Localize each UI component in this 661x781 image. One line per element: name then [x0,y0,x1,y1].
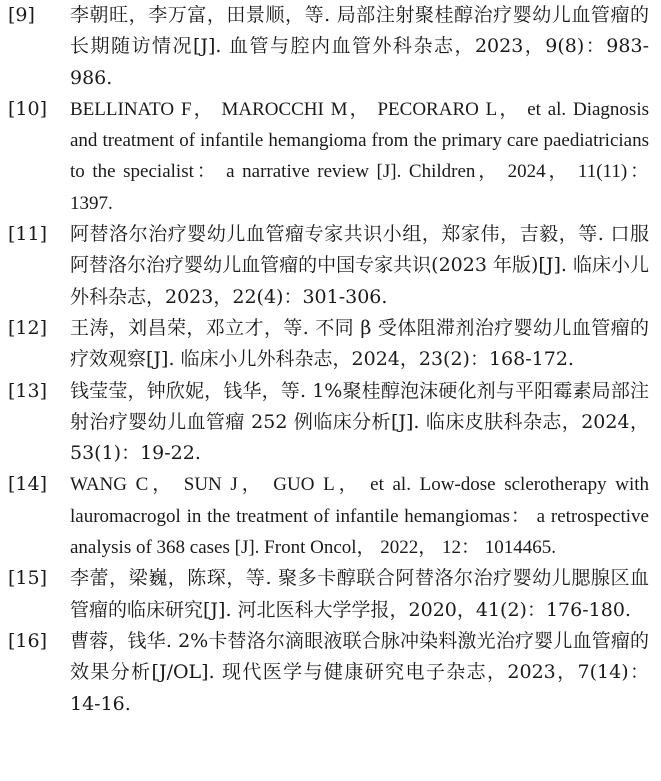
reference-item-13 [0,376,661,470]
reference-number: [15] [8,567,48,590]
reference-item-14 [0,469,661,563]
reference-text: BELLINATO F， MAROCCHI M， PECORARO L， et al. Diagnosis and treatment of infantile hemangioma from the primary care paediatricians to the specialist： a narrative review [J]. Children， 2024， 11(11)： 1397. [70,98,649,214]
reference-item-10 [0,94,661,219]
reference-number: [13] [8,379,48,402]
reference-number: [11] [8,223,48,246]
reference-number: [10] [8,97,48,120]
reference-text: 李蕾，梁巍，陈琛，等. 聚多卡醇联合阿替洛尔治疗婴幼儿腮腺区血管瘤的临床研究[J]. 河北医科大学学报，2020，41(2)：176-180. [70,567,649,621]
reference-text: 曹蓉，钱华. 2%卡替洛尔滴眼液联合脉冲染料激光治疗婴儿血管瘤的效果分析[J/OL]. 现代医学与健康研究电子杂志，2023，7(14)：14-16. [70,629,649,715]
reference-text: WANG C， SUN J， GUO L， et al. Low-dose sclerotherapy with lauromacrogol in the treatment of infantile hemangiomas： a retrospective analysis of 368 cases [J]. Front Oncol， 2022， 12： 1014465. [70,474,649,559]
reference-text: 钱莹莹，钟欣妮，钱华，等. 1%聚桂醇泡沫硬化剂与平阳霉素局部注射治疗婴幼儿血管瘤 252 例临床分析[J]. 临床皮肤科杂志，2024，53(1)：19-22. [70,379,649,465]
reference-number: [16] [8,629,48,652]
reference-number: [14] [8,473,48,496]
reference-number: [9] [8,4,35,26]
reference-item-15 [0,563,661,626]
reference-item-9 [0,0,661,94]
reference-number: [12] [8,316,48,339]
reference-text: 阿替洛尔治疗婴幼儿血管瘤专家共识小组，郑家伟，吉毅，等. 口服阿替洛尔治疗婴幼儿血管瘤的中国专家共识(2023 年版)[J]. 临床小儿外科杂志，2023，22(4)：301-306. [70,223,649,308]
reference-text: 李朝旺，李万富，田景顺，等. 局部注射聚桂醇治疗婴幼儿血管瘤的长期随访情况[J]. 血管与腔内血管外科杂志，2023，9(8)：983-986. [70,4,649,89]
reference-item-11 [0,219,661,313]
reference-text: 王涛，刘昌荣，邓立才，等. 不同 β 受体阻滞剂治疗婴幼儿血管瘤的疗效观察[J]. 临床小儿外科杂志，2024，23(2)：168-172. [70,316,649,371]
reference-item-16 [0,626,661,720]
reference-item-12 [0,313,661,376]
